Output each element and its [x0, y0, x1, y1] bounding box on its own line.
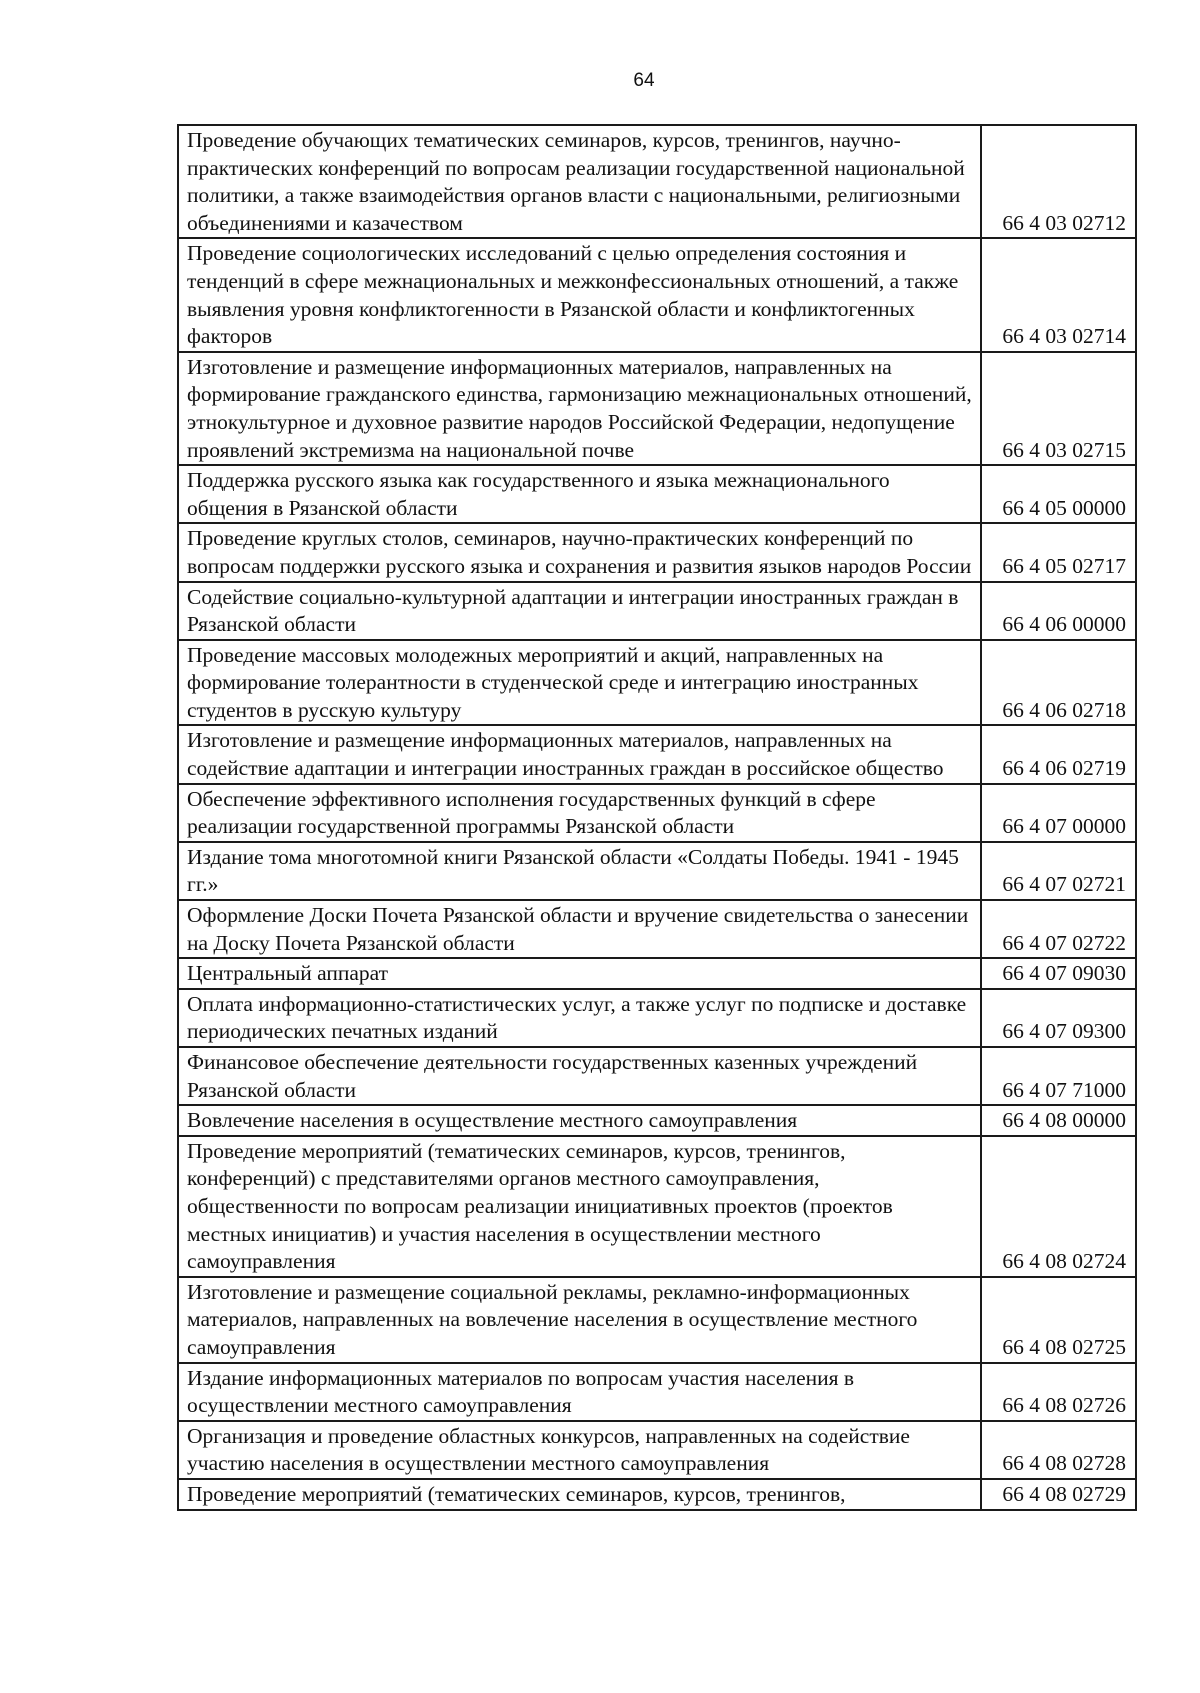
row-description: Центральный аппарат: [178, 958, 981, 989]
row-description: Поддержка русского языка как государственного и языка межнационального общения в Рязанской области: [178, 465, 981, 523]
row-code: 66 4 08 02729: [981, 1479, 1136, 1510]
table-row: [178, 1363, 1136, 1421]
table-row: [178, 465, 1136, 523]
table-row: [178, 1277, 1136, 1363]
row-code: 66 4 07 09030: [981, 958, 1136, 989]
row-code: 66 4 07 02721: [981, 842, 1136, 900]
row-code: 66 4 08 00000: [981, 1105, 1136, 1136]
table-row: [178, 1047, 1136, 1105]
row-code: 66 4 03 02714: [981, 238, 1136, 351]
row-code: 66 4 07 09300: [981, 989, 1136, 1047]
table-row: [178, 1105, 1136, 1136]
table-row: [178, 582, 1136, 640]
row-description: Издание тома многотомной книги Рязанской области «Солдаты Победы. 1941 - 1945 гг.»: [178, 842, 981, 900]
table-row: [178, 725, 1136, 783]
row-description: Проведение мероприятий (тематических семинаров, курсов, тренингов,: [178, 1479, 981, 1510]
row-description: Оформление Доски Почета Рязанской области и вручение свидетельства о занесении на Доску Почета Рязанской области: [178, 900, 981, 958]
row-code: 66 4 08 02726: [981, 1363, 1136, 1421]
row-code: 66 4 05 00000: [981, 465, 1136, 523]
page-number: 64: [633, 70, 655, 91]
row-description: Проведение мероприятий (тематических семинаров, курсов, тренингов, конференций) с представителями органов местного самоуправления, общественности по вопросам реализации инициативных проектов (проектов местных инициатив) и участия населения в осуществлении местного самоуправления: [178, 1136, 981, 1277]
row-code: 66 4 07 71000: [981, 1047, 1136, 1105]
row-code: 66 4 08 02728: [981, 1421, 1136, 1479]
table-row: [178, 523, 1136, 581]
row-description: Вовлечение населения в осуществление местного самоуправления: [178, 1105, 981, 1136]
budget-classification-table: [177, 124, 1137, 1511]
row-code: 66 4 06 02719: [981, 725, 1136, 783]
row-code: 66 4 08 02724: [981, 1136, 1136, 1277]
row-description: Изготовление и размещение социальной рекламы, рекламно-информационных материалов, направленных на вовлечение населения в осуществление местного самоуправления: [178, 1277, 981, 1363]
row-description: Оплата информационно-статистических услуг, а также услуг по подписке и доставке периодических печатных изданий: [178, 989, 981, 1047]
table-row: [178, 842, 1136, 900]
row-description: Проведение круглых столов, семинаров, научно-практических конференций по вопросам поддержки русского языка и сохранения и развития языков народов России: [178, 523, 981, 581]
row-description: Проведение обучающих тематических семинаров, курсов, тренингов, научно-практических конференций по вопросам реализации государственной национальной политики, а также взаимодействия органов власти с национальными, религиозными объединениями и казачеством: [178, 125, 981, 238]
row-description: Изготовление и размещение информационных материалов, направленных на формирование гражданского единства, гармонизацию межнациональных отношений, этнокультурное и духовное развитие народов Российской Федерации, недопущение проявлений экстремизма на национальной почве: [178, 352, 981, 465]
row-description: Обеспечение эффективного исполнения государственных функций в сфере реализации государственной программы Рязанской области: [178, 784, 981, 842]
table-row: [178, 989, 1136, 1047]
table-row: [178, 1136, 1136, 1277]
table-row: [178, 640, 1136, 726]
row-code: 66 4 03 02712: [981, 125, 1136, 238]
table-row: [178, 1479, 1136, 1510]
row-code: 66 4 06 02718: [981, 640, 1136, 726]
row-description: Финансовое обеспечение деятельности государственных казенных учреждений Рязанской области: [178, 1047, 981, 1105]
row-code: 66 4 05 02717: [981, 523, 1136, 581]
row-code: 66 4 07 02722: [981, 900, 1136, 958]
row-description: Изготовление и размещение информационных материалов, направленных на содействие адаптации и интеграции иностранных граждан в российское общество: [178, 725, 981, 783]
table-row: [178, 125, 1136, 238]
row-code: 66 4 03 02715: [981, 352, 1136, 465]
row-description: Содействие социально-культурной адаптации и интеграции иностранных граждан в Рязанской области: [178, 582, 981, 640]
table-row: [178, 900, 1136, 958]
table-row: [178, 784, 1136, 842]
row-code: 66 4 07 00000: [981, 784, 1136, 842]
row-code: 66 4 06 00000: [981, 582, 1136, 640]
row-description: Проведение массовых молодежных мероприятий и акций, направленных на формирование толерантности в студенческой среде и интеграцию иностранных студентов в русскую культуру: [178, 640, 981, 726]
row-description: Организация и проведение областных конкурсов, направленных на содействие участию населения в осуществлении местного самоуправления: [178, 1421, 981, 1479]
table-row: [178, 238, 1136, 351]
row-description: Проведение социологических исследований с целью определения состояния и тенденций в сфере межнациональных и межконфессиональных отношений, а также выявления уровня конфликтогенности в Рязанской области и конфликтогенных факторов: [178, 238, 981, 351]
row-description: Издание информационных материалов по вопросам участия населения в осуществлении местного самоуправления: [178, 1363, 981, 1421]
row-code: 66 4 08 02725: [981, 1277, 1136, 1363]
table-row: [178, 352, 1136, 465]
table-row: [178, 1421, 1136, 1479]
table-row: [178, 958, 1136, 989]
